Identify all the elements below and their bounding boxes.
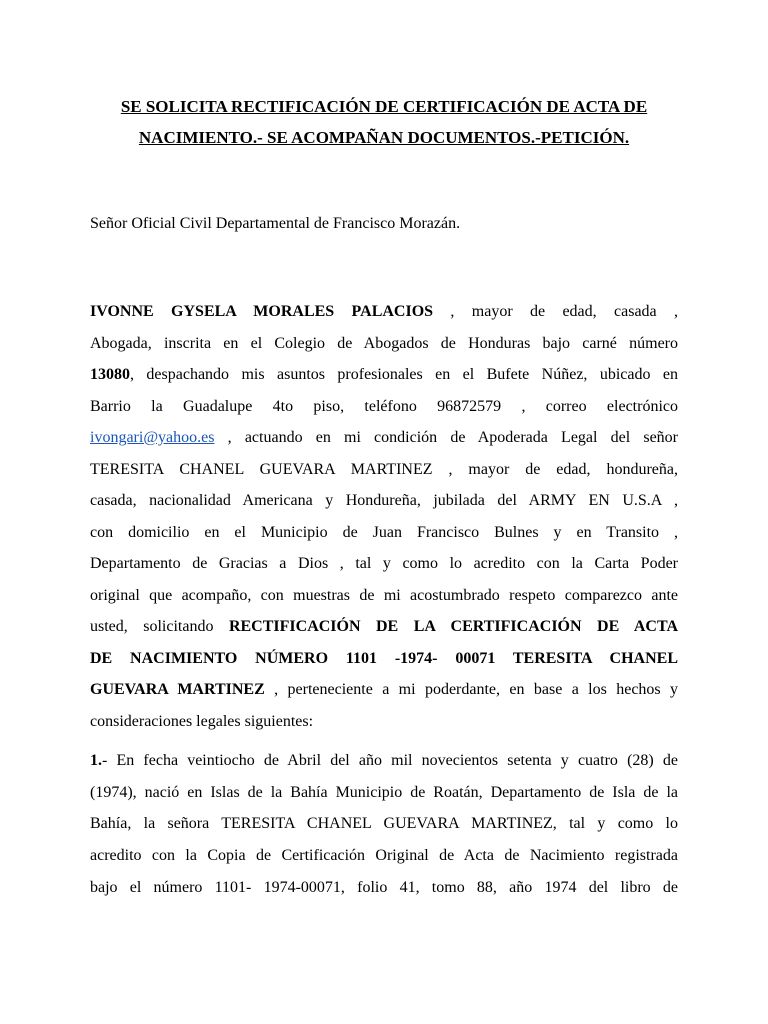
p1-line-13: GUEVARA MARTINEZ , perteneciente a mi poderdante, en base a los hechos y [90, 681, 678, 698]
title-line-2: NACIMIENTO.- SE ACOMPAÑAN DOCUMENTOS.-PETICIÓN. [138, 128, 630, 147]
p1-line-2: Abogada, inscrita en el Colegio de Abogados de Honduras bajo carné número [90, 334, 678, 352]
p1-line-4: Barrio la Guadalupe 4to piso, teléfono 96872579 , correo electrónico [90, 397, 678, 415]
bar-number: 13080 [90, 366, 130, 383]
request-title-part-3: GUEVARA MARTINEZ [90, 681, 265, 698]
p2-line-3: Bahía, la señora TERESITA CHANEL GUEVARA MARTINEZ, tal y como lo [90, 815, 678, 833]
request-title-part-2: DE NACIMIENTO NÚMERO 1101 -1974- 00071 TERESITA CHANEL [90, 649, 678, 667]
p2-line-1: 1.- En fecha veintiocho de Abril del año mil novecientos setenta y cuatro (28) de [90, 752, 678, 769]
document-title [100, 91, 668, 153]
p1-line-3: 13080, despachando mis asuntos profesionales en el Bufete Núñez, ubicado en [90, 366, 678, 383]
request-title-part-1: RECTIFICACIÓN DE LA CERTIFICACIÓN DE ACTA [228, 618, 678, 635]
paragraph-1 [90, 296, 678, 737]
p1-line-10: original que acompaño, con muestras de mi acostumbrado respeto comparezco ante [90, 586, 678, 604]
p2-line-5: bajo el número 1101- 1974-00071, folio 41, tomo 88, año 1974 del libro de [90, 878, 678, 896]
p1-line-5: ivongari@yahoo.es , actuando en mi condición de Apoderada Legal del señor [90, 429, 678, 446]
paragraph-2 [90, 745, 678, 903]
p1-line-12 [90, 643, 678, 675]
p1-line-8: con domicilio en el Municipio de Juan Francisco Bulnes y en Transito , [90, 523, 678, 541]
p1-line-11: usted, solicitando RECTIFICACIÓN DE LA CERTIFICACIÓN DE ACTA [90, 618, 678, 635]
p1-line-6: TERESITA CHANEL GUEVARA MARTINEZ , mayor de edad, hondureña, [90, 460, 678, 478]
title-line-1: SE SOLICITA RECTIFICACIÓN DE CERTIFICACIÓN DE ACTA DE [120, 97, 648, 116]
p1-line-14: consideraciones legales siguientes: [90, 712, 314, 730]
p1-line-9: Departamento de Gracias a Dios , tal y como lo acredito con la Carta Poder [90, 555, 678, 572]
email-link[interactable]: ivongari@yahoo.es [90, 429, 215, 446]
p1-line-1: IVONNE GYSELA MORALES PALACIOS , mayor de edad, casada , [90, 303, 678, 320]
p2-line-2: (1974), nació en Islas de la Bahía Municipio de Roatán, Departamento de Isla de la [90, 783, 678, 801]
petitioner-name: IVONNE GYSELA MORALES PALACIOS [90, 303, 434, 320]
item-number: 1. [90, 752, 102, 769]
p1-line-7: casada, nacionalidad Americana y Hondureña, jubilada del ARMY EN U.S.A , [90, 492, 678, 509]
p2-line-4: acredito con la Copia de Certificación Original de Acta de Nacimiento registrada [90, 847, 678, 865]
salutation: Señor Oficial Civil Departamental de Francisco Morazán. [90, 215, 461, 232]
